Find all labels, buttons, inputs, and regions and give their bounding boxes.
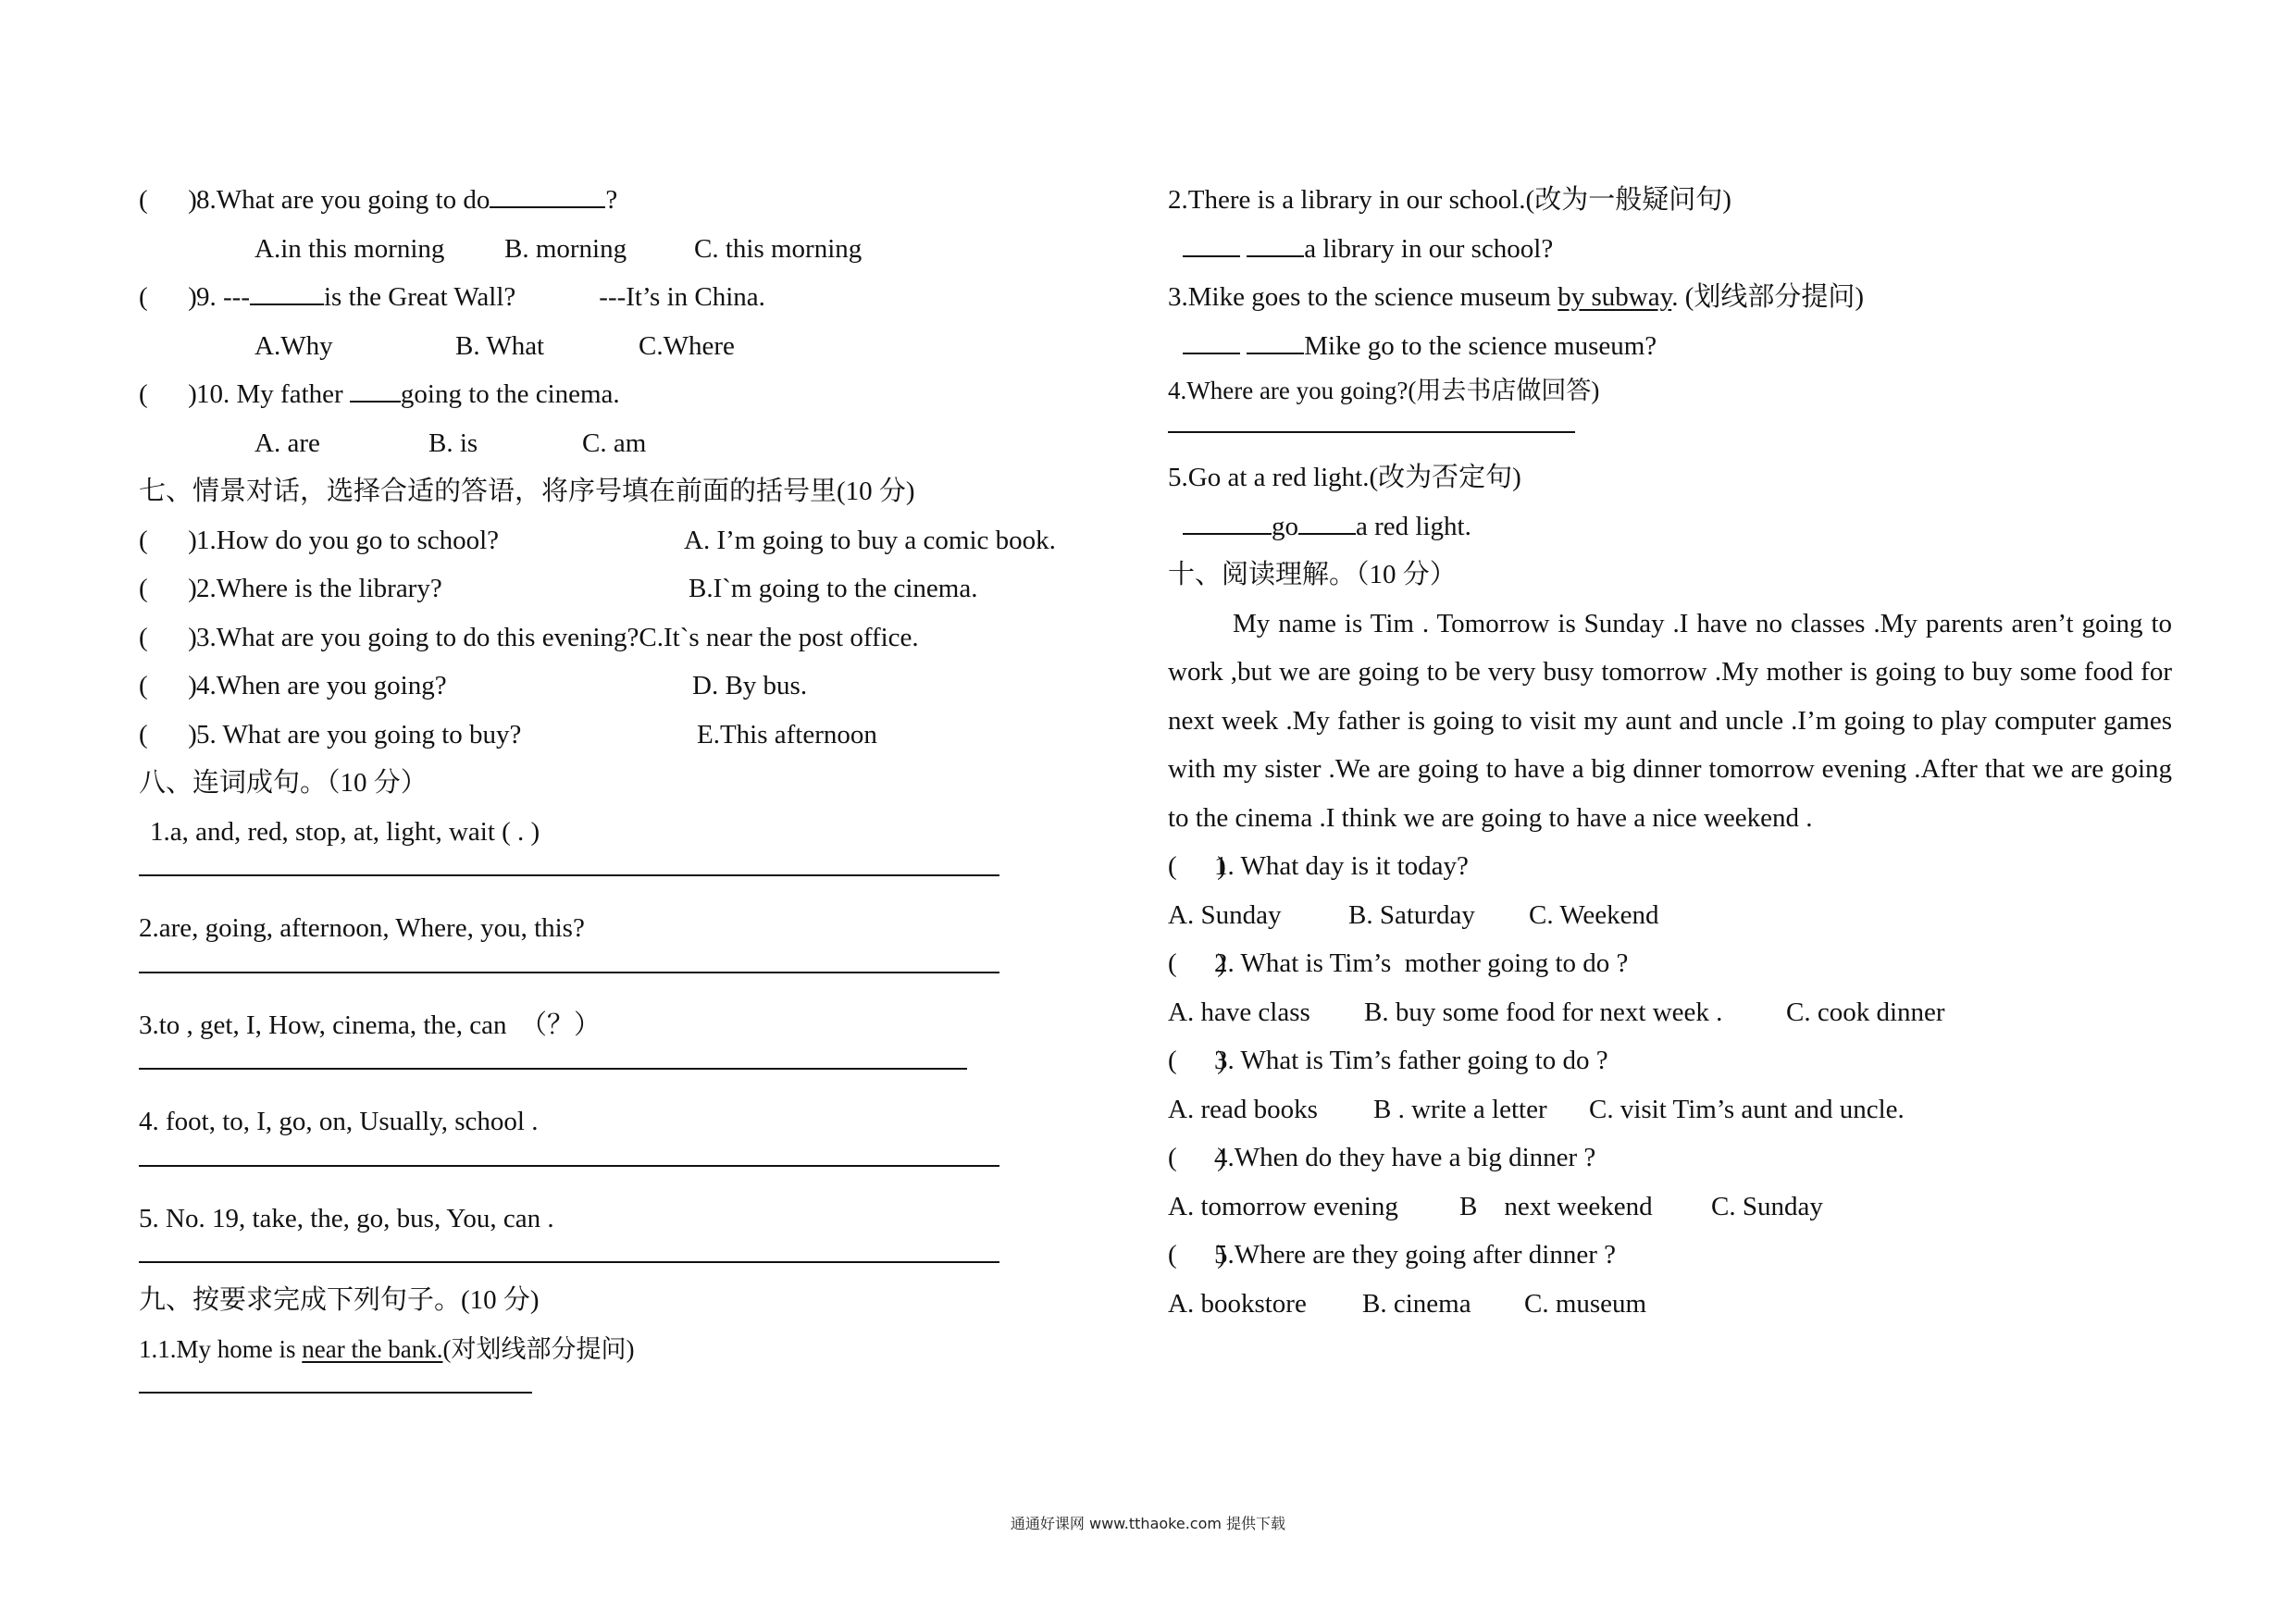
answer-blank[interactable] — [490, 179, 605, 208]
rewrite-item-2: 2.There is a library in our school.(改为一般疑问句) — [1168, 185, 1731, 215]
reading-passage: My name is Tim . Tomorrow is Sunday .I have no classes .My parents aren’t going to work ,but we are going to be very busy tomorrow .My mother is going to buy some food for next week .My father is going to visit my aunt and uncle .I’m going to play computer games with my sister .We are going to have a big dinner tomorrow evening .After that we are going to the cinema .I think we are going to have a nice weekend . — [1168, 608, 2172, 833]
answer-blank[interactable] — [1247, 325, 1304, 354]
option: B. What — [455, 330, 545, 361]
answer-blank[interactable] — [1183, 325, 1240, 354]
answer-paren[interactable]: ( ) — [1168, 1046, 1226, 1075]
option: A. bookstore — [1168, 1288, 1307, 1319]
option: B. morning — [504, 233, 627, 264]
question-10: ( )10. My father going to the cinema. — [139, 370, 1148, 419]
word-order-item: 5. No. 19, take, the, go, bus, You, can . — [139, 1203, 554, 1233]
answer-blank[interactable] — [250, 276, 324, 305]
dialog-item: ( )1.How do you go to school? A. I’m going to buy a comic book. — [139, 516, 1148, 565]
reading-question: ( )5.Where are they going after dinner ? — [1168, 1231, 2172, 1280]
option: A.Why — [254, 330, 333, 361]
answer-line[interactable] — [139, 1392, 532, 1394]
footer-credit: 通通好课网 www.tthaoke.com 提供下载 — [1010, 1515, 1286, 1532]
question-8-options — [139, 225, 1148, 274]
section-7-title: 七、情景对话，选择合适的答语，将序号填在前面的括号里(10 分) — [139, 477, 915, 506]
option: B next weekend — [1459, 1191, 1653, 1221]
answer-paren[interactable]: ( ) — [139, 574, 197, 603]
left-column — [139, 176, 1148, 1421]
answer-paren[interactable]: ( ) — [139, 719, 197, 750]
dialog-item: ( )4.When are you going? D. By bus. — [139, 662, 1148, 711]
word-order-item: 1.a, and, red, stop, at, light, wait ( . ) — [150, 816, 540, 847]
option: C. Sunday — [1711, 1191, 1823, 1221]
option: B. is — [428, 427, 478, 458]
reading-question: ( )4.When do they have a big dinner ? — [1168, 1134, 2172, 1183]
option: A. read books — [1168, 1094, 1318, 1124]
answer-line[interactable] — [139, 1261, 999, 1263]
option: C. cook dinner — [1786, 997, 1945, 1027]
option: B. buy some food for next week . — [1364, 997, 1723, 1027]
rewrite-item-5: 5.Go at a red light.(改为否定句) — [1168, 463, 1521, 492]
answer-paren[interactable]: ( ) — [139, 525, 197, 555]
reading-question: ( )1. What day is it today? — [1168, 842, 2172, 891]
reading-options — [1168, 988, 2172, 1037]
rewrite-answer-3: Mike go to the science museum? — [1168, 322, 2172, 371]
option: A. are — [254, 427, 320, 458]
answer-blank[interactable] — [1247, 228, 1304, 257]
answer-blank[interactable] — [350, 373, 401, 403]
option: B. cinema — [1362, 1288, 1471, 1319]
answer-paren[interactable]: ( ) — [139, 282, 197, 312]
answer-blank[interactable] — [1298, 505, 1356, 535]
rewrite-item-3: 3.Mike goes to the science museum by subway. (划线部分提问) — [1168, 282, 1865, 312]
rewrite-item-1: 1.1.My home is near the bank.(对划线部分提问) — [139, 1334, 635, 1363]
option: A. have class — [1168, 997, 1310, 1027]
answer-paren[interactable]: ( ) — [1168, 1143, 1226, 1172]
question-8: ( )8.What are you going to do ? — [139, 176, 1148, 225]
answer-line[interactable] — [139, 972, 999, 973]
dialog-item: ( )3.What are you going to do this evening?C.It`s near the post office. — [139, 613, 1148, 663]
answer-line[interactable] — [139, 1165, 999, 1167]
section-8-title: 八、连词成句。（10 分） — [139, 768, 428, 798]
answer-blank[interactable] — [1183, 505, 1272, 535]
option: C. this morning — [694, 233, 863, 264]
answer-paren[interactable]: ( ) — [139, 379, 197, 409]
question-9: ( )9. --- is the Great Wall? ---It’s in China. — [139, 273, 1148, 322]
answer-paren[interactable]: ( ) — [1168, 1240, 1226, 1270]
dialog-item: ( )2.Where is the library? B.I`m going to the cinema. — [139, 564, 1148, 613]
option: C. museum — [1524, 1288, 1647, 1319]
option: C. visit Tim’s aunt and uncle. — [1589, 1094, 1905, 1124]
option: A. Sunday — [1168, 899, 1282, 930]
reading-options — [1168, 1183, 2172, 1232]
reading-question: ( )3. What is Tim’s father going to do ? — [1168, 1036, 2172, 1085]
answer-line[interactable] — [139, 1068, 967, 1070]
word-order-item: 2.are, going, afternoon, Where, you, this? — [139, 913, 585, 943]
word-order-item: 3.to , get, I, How, cinema, the, can （？） — [139, 1010, 602, 1040]
question-9-options — [139, 322, 1148, 371]
reading-options — [1168, 891, 2172, 940]
rewrite-item-4: 4.Where are you going?(用去书店做回答) — [1168, 377, 1600, 404]
option: A. tomorrow evening — [1168, 1191, 1398, 1221]
answer-paren[interactable]: ( ) — [139, 671, 197, 700]
reading-options — [1168, 1280, 2172, 1329]
reading-question: ( )2. What is Tim’s mother going to do ? — [1168, 939, 2172, 988]
rewrite-answer-2: a library in our school? — [1168, 225, 2172, 274]
dialog-item: ( )5. What are you going to buy? E.This afternoon — [139, 711, 1148, 760]
answer-paren[interactable]: ( ) — [1168, 948, 1226, 978]
option: C. am — [582, 427, 647, 458]
answer-paren[interactable]: ( ) — [139, 185, 197, 215]
word-order-item: 4. foot, to, I, go, on, Usually, school . — [139, 1107, 539, 1136]
section-9-title: 九、按要求完成下列句子。(10 分) — [139, 1285, 540, 1315]
rewrite-answer-5: go a red light. — [1168, 502, 2172, 551]
option: C.Where — [639, 330, 735, 361]
reading-options — [1168, 1085, 2172, 1134]
answer-line[interactable] — [1168, 431, 1575, 433]
answer-blank[interactable] — [1183, 228, 1240, 257]
option: A.in this morning — [254, 233, 445, 264]
right-column — [1168, 176, 2172, 1328]
answer-line[interactable] — [139, 874, 999, 876]
question-10-options — [139, 419, 1148, 468]
section-10-title: 十、阅读理解。（10 分） — [1168, 560, 1457, 589]
option: B. Saturday — [1348, 899, 1475, 930]
answer-paren[interactable]: ( ) — [1168, 851, 1226, 881]
option: C. Weekend — [1529, 899, 1659, 930]
answer-paren[interactable]: ( ) — [139, 622, 197, 652]
option: B . write a letter — [1373, 1094, 1547, 1124]
